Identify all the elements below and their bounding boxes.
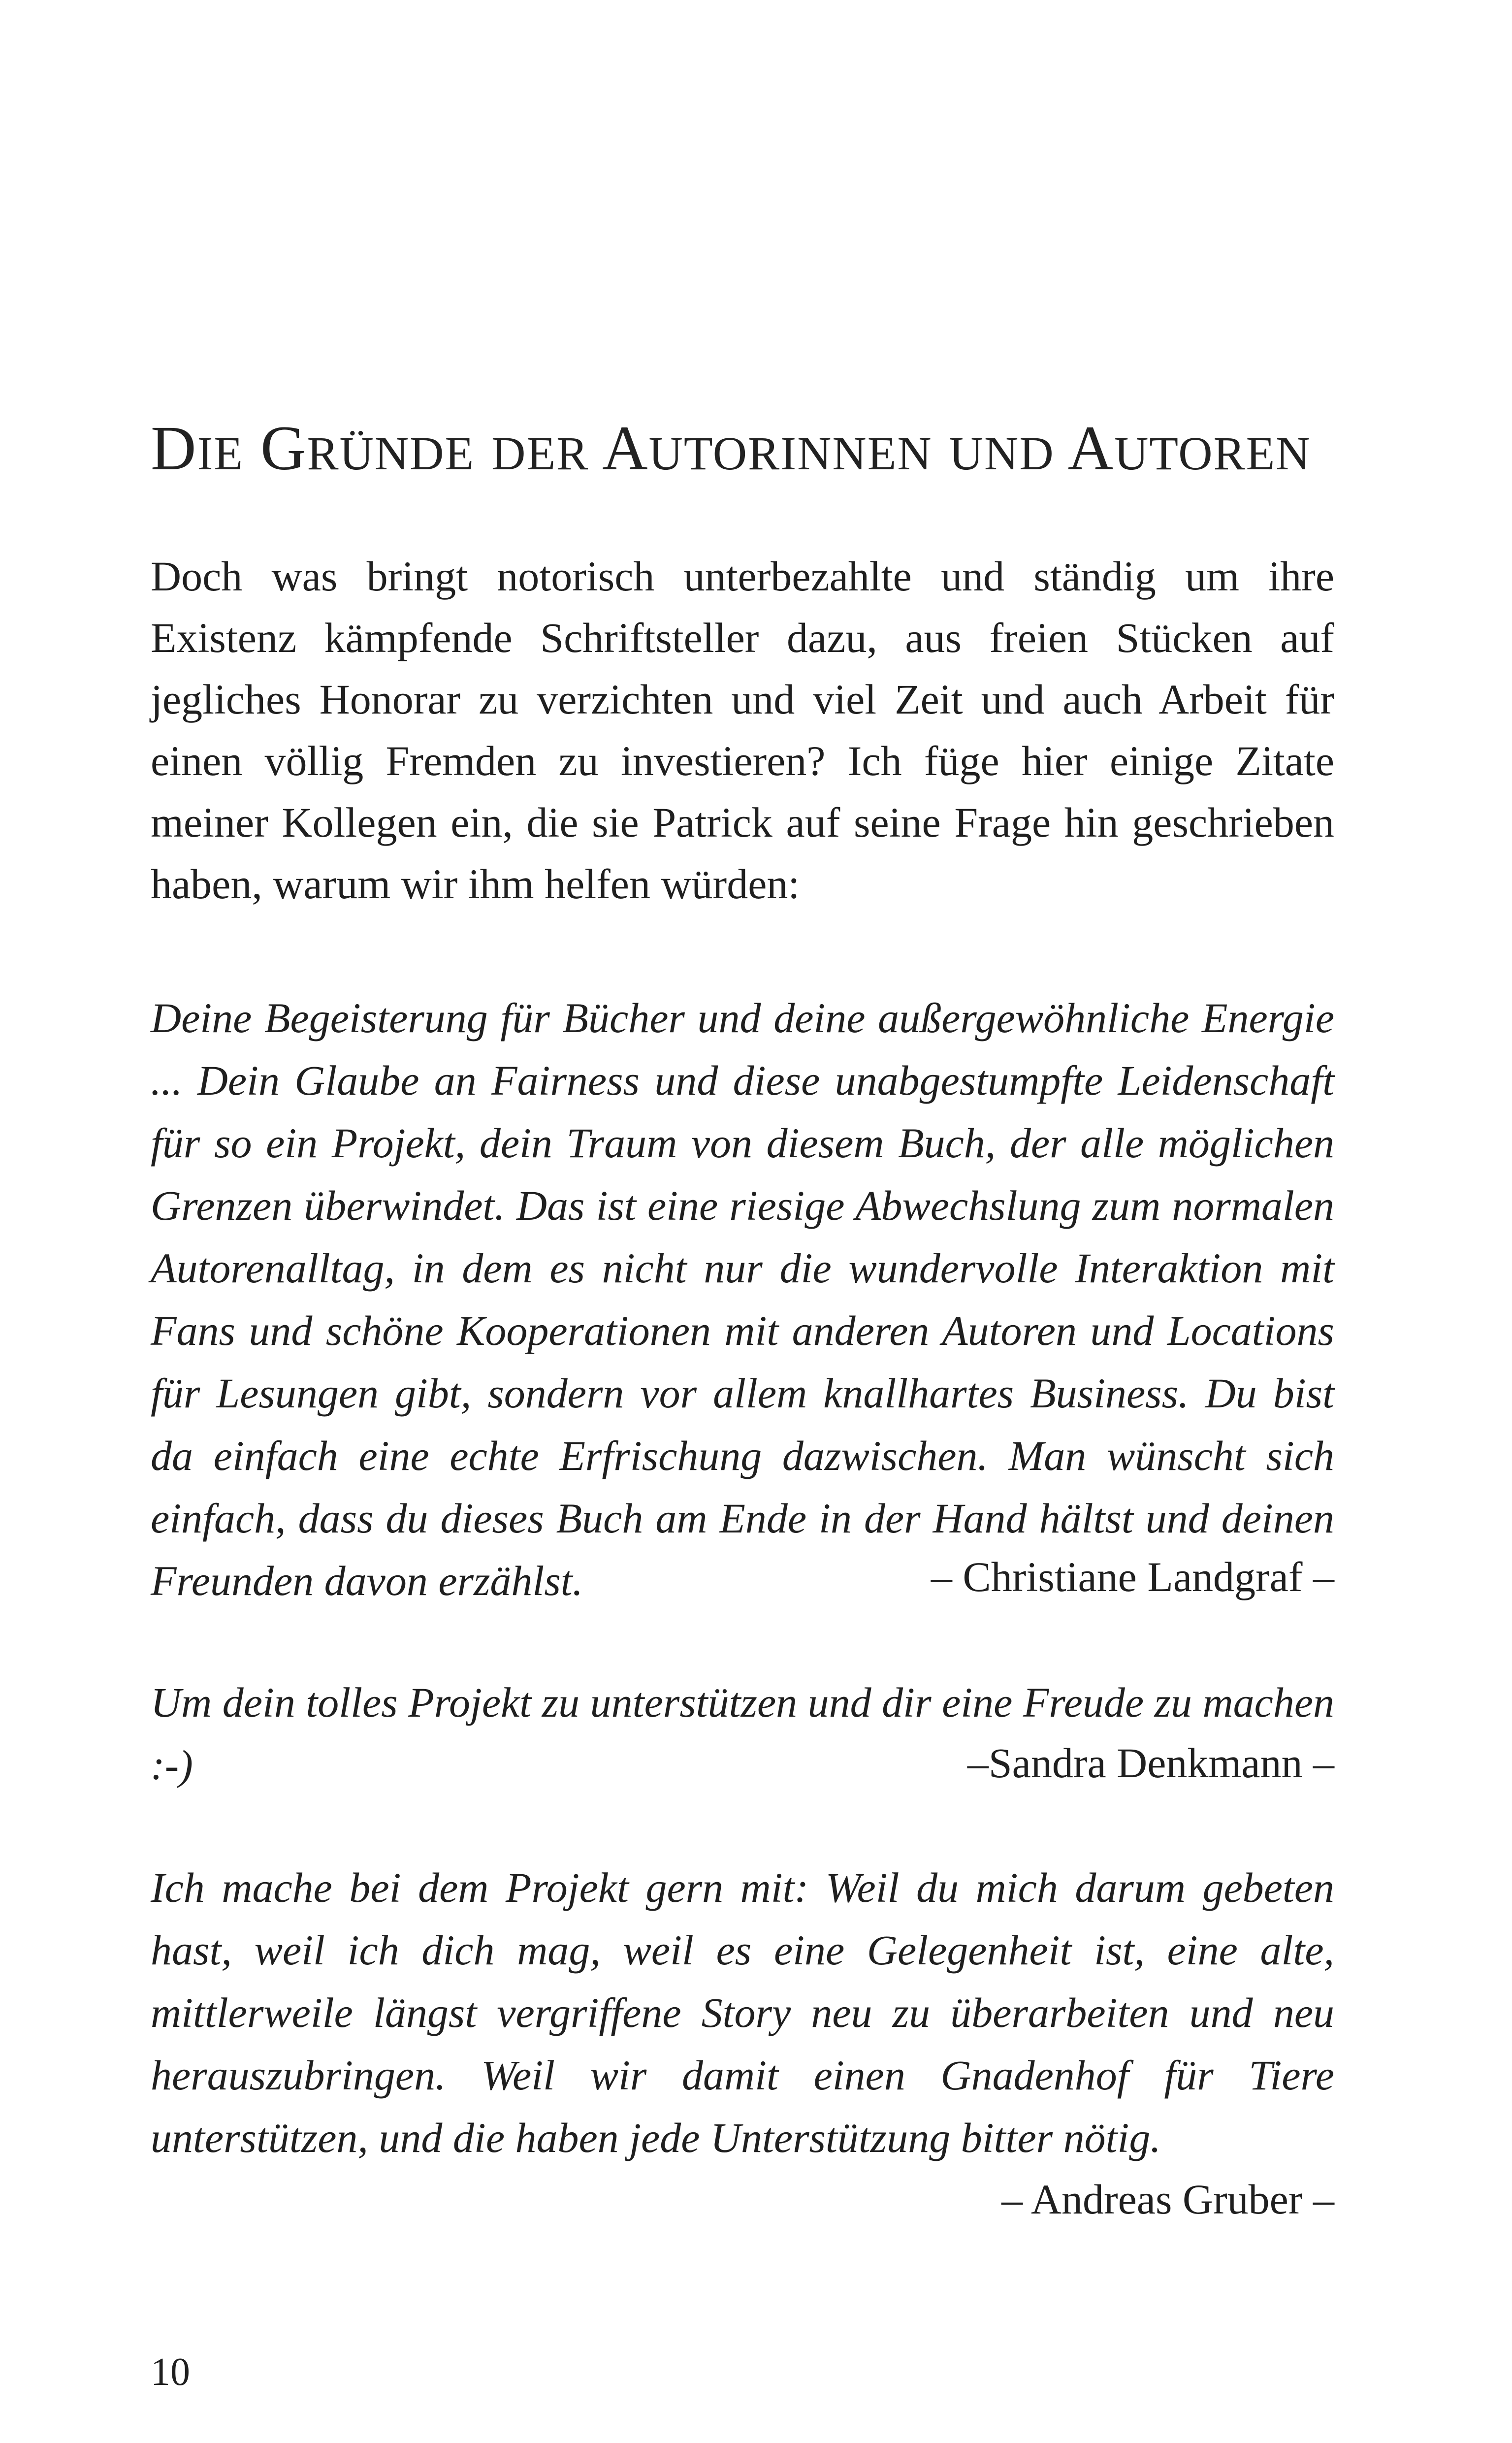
quote-andreas-gruber: Ich mache bei dem Projekt gern mit: Weil du mich darum gebeten hast, weil ich dich mag, weil es eine Gelegenheit ist, eine alte, mittlerweile längst vergriffene Story neu zu überarbeiten und neu herauszubringen. Weil wir damit einen Gnadenhof für Tiere unterstützen, und die haben jede Unterstützung bitter nötig. — [151, 1864, 1334, 2161]
quote-attribution: – Andreas Gruber – — [1001, 2176, 1334, 2223]
heading-word-1-rest: IE — [197, 427, 244, 480]
quote-attribution: –Sandra Denkmann – — [967, 1739, 1334, 1787]
heading-word-1-initial: D — [151, 413, 197, 483]
chapter-heading — [151, 404, 1362, 498]
heading-word-4-initial: A — [602, 413, 649, 483]
heading-word-6-initial: A — [1067, 413, 1115, 483]
quote-christiane-landgraf: Deine Begeisterung für Bücher und deine außergewöhnliche Energie ... Dein Glaube an Fairness und diese unabgestumpfte Leidenschaft für so ein Projekt, dein Traum von diesem Buch, der alle möglichen Grenzen überwindet. Das ist eine riesige Abwechslung zum normalen Autorenalltag, in dem es nicht nur die wundervolle Interaktion mit Fans und schöne Kooperationen mit anderen Autoren und Locations für Lesungen gibt, sondern vor allem knallhartes Business. Du bist da einfach eine echte Erfrischung dazwischen. Man wünscht sich einfach, dass du dieses Buch am Ende in der Hand hältst und deinen Freunden davon erzählst. — [151, 994, 1334, 1604]
quote-sandra-denkmann: Um dein tolles Projekt zu unterstützen und dir eine Freude zu machen :-) — [151, 1679, 1334, 1789]
heading-word-2-rest: RÜNDE — [307, 427, 475, 480]
heading-word-4-rest: UTORINNEN — [648, 427, 933, 480]
quote-attribution: – Christiane Landgraf – — [931, 1553, 1334, 1600]
intro-paragraph: Doch was bringt notorisch unterbezahlte und ständig um ihre Existenz kämpfende Schriftsteller dazu, aus freien Stücken auf jegliches Honorar zu verzichten und viel Zeit und auch Arbeit für einen völlig Fremden zu investieren? Ich füge hier einige Zitate meiner Kollegen ein, die sie Patrick auf seine Frage hin geschrieben haben, warum wir ihm helfen würden: — [151, 553, 1334, 908]
heading-word-6-rest: UTOREN — [1114, 427, 1311, 480]
page-number: 10 — [151, 2350, 190, 2394]
heading-word-3: DER — [491, 427, 589, 480]
heading-word-2-initial: G — [260, 413, 307, 483]
heading-word-5: UND — [949, 427, 1055, 480]
